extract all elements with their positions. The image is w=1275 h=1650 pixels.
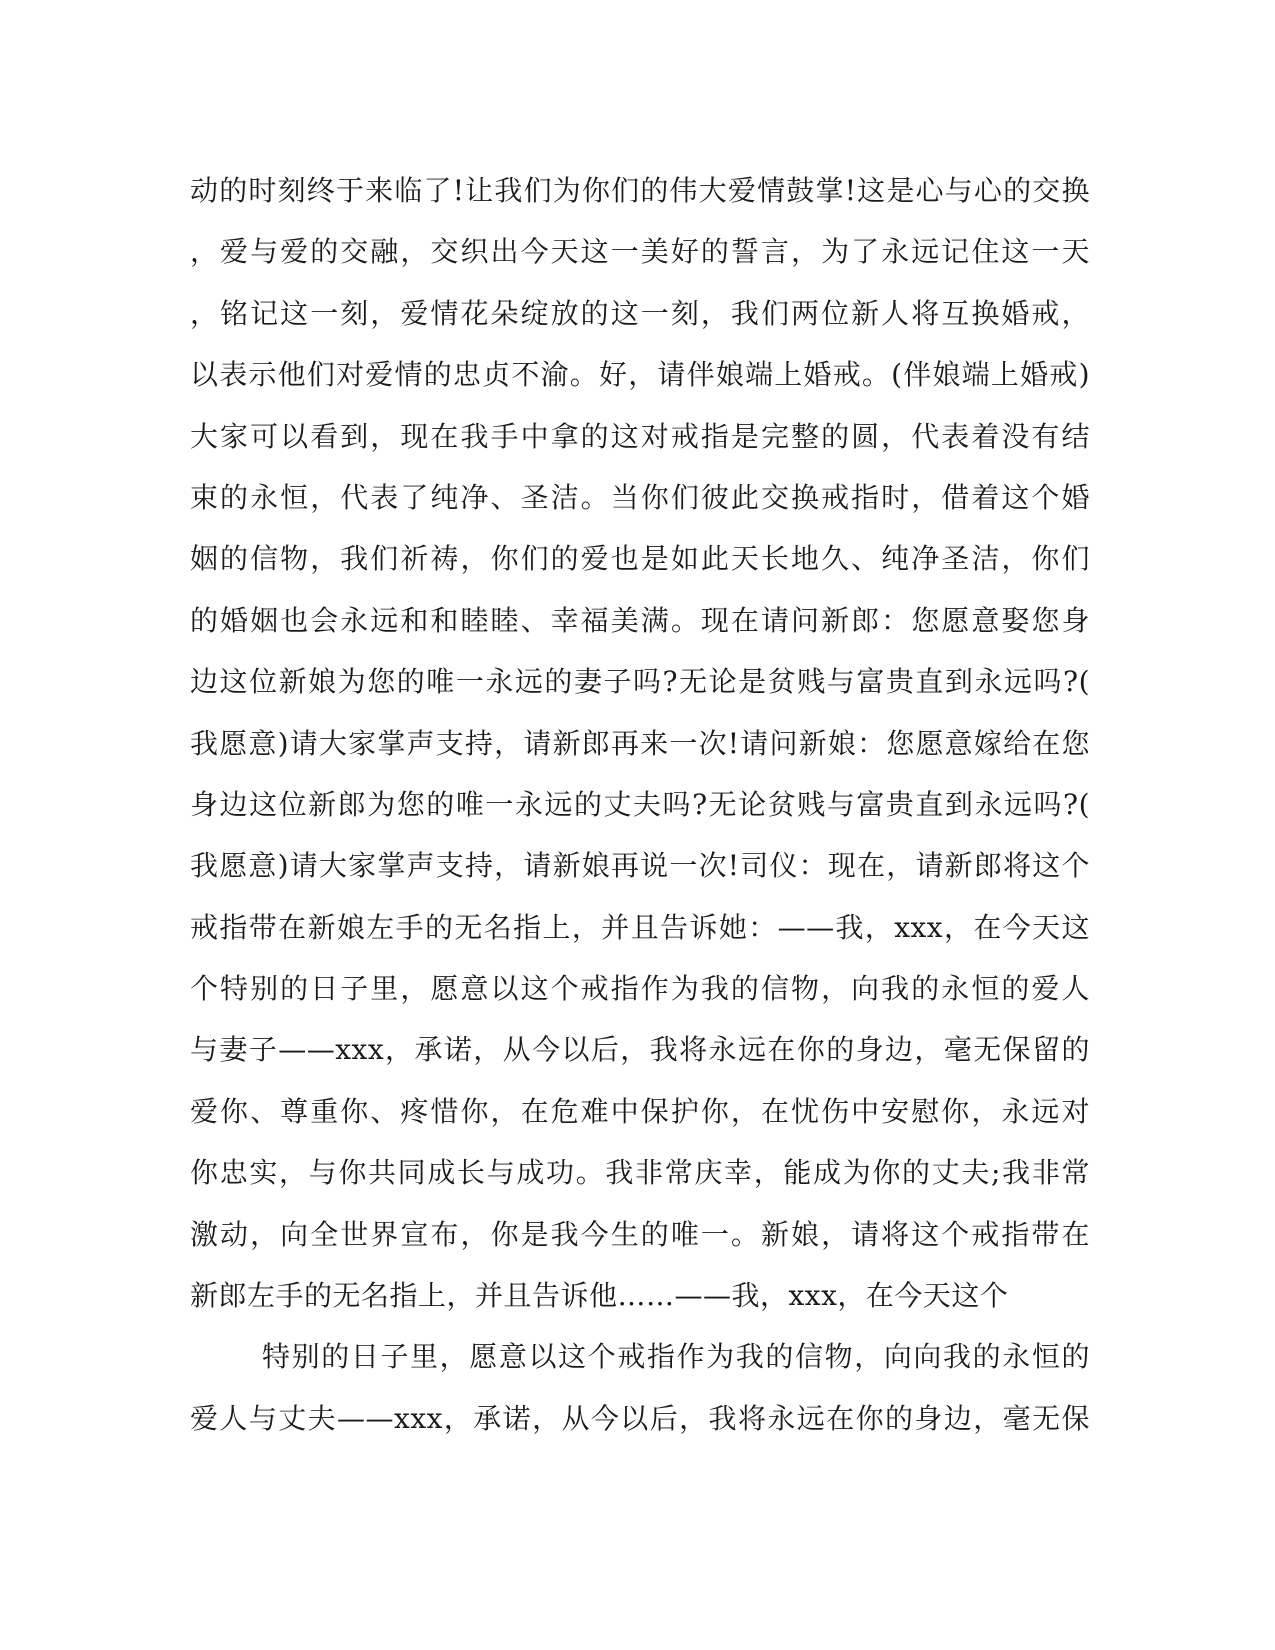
text-line: 爱你、尊重你、疼惜你，在危难中保护你，在忧伤中安慰你，永远对 (190, 1094, 1090, 1128)
text-line: ，铭记这一刻，爱情花朵绽放的这一刻，我们两位新人将互换婚戒， (190, 296, 1090, 330)
paragraph-2-line: 爱人与丈夫——xxx，承诺，从今以后，我将永远在你的身边，毫无保 (190, 1401, 1090, 1435)
text-line: 你忠实，与你共同成长与成功。我非常庆幸，能成为你的丈夫;我非常 (190, 1156, 1090, 1190)
text-line: 我愿意)请大家掌声支持，请新娘再说一次!司仪：现在，请新郎将这个 (190, 849, 1090, 883)
text-line: 束的永恒，代表了纯净、圣洁。当你们彼此交换戒指时，借着这个婚 (190, 480, 1090, 514)
text-line: 姻的信物，我们祈祷，你们的爱也是如此天长地久、纯净圣洁，你们 (190, 542, 1090, 576)
text-line: 身边这位新郎为您的唯一永远的丈夫吗?无论贫贱与富贵直到永远吗?( (190, 787, 1090, 821)
text-line: 大家可以看到，现在我手中拿的这对戒指是完整的圆，代表着没有结 (190, 419, 1090, 453)
text-line: ，爱与爱的交融，交织出今天这一美好的誓言，为了永远记住这一天 (190, 235, 1090, 269)
text-line: 的婚姻也会永远和和睦睦、幸福美满。现在请问新郎：您愿意娶您身 (190, 603, 1090, 637)
text-line: 激动，向全世界宣布，你是我今生的唯一。新娘，请将这个戒指带在 (190, 1217, 1090, 1251)
text-line: 戒指带在新娘左手的无名指上，并且告诉她：——我，xxx，在今天这 (190, 910, 1090, 944)
text-line: 动的时刻终于来临了!让我们为你们的伟大爱情鼓掌!这是心与心的交换 (190, 174, 1090, 207)
text-line: 边这位新娘为您的唯一永远的妻子吗?无论是贫贱与富贵直到永远吗?( (190, 665, 1090, 699)
paragraph-2-line: 特别的日子里，愿意以这个戒指作为我的信物，向向我的永恒的 (262, 1340, 1090, 1374)
document-body (190, 160, 1090, 1449)
text-line: 以表示他们对爱情的忠贞不渝。好，请伴娘端上婚戒。(伴娘端上婚戒) (190, 358, 1090, 392)
text-line: 个特别的日子里，愿意以这个戒指作为我的信物，向我的永恒的爱人 (190, 972, 1090, 1006)
text-line: 新郎左手的无名指上，并且告诉他……——我，xxx，在今天这个 (190, 1279, 1009, 1313)
text-line: 我愿意)请大家掌声支持，请新郎再来一次!请问新娘：您愿意嫁给在您 (190, 726, 1090, 760)
text-line: 与妻子——xxx，承诺，从今以后，我将永远在你的身边，毫无保留的 (190, 1033, 1090, 1067)
